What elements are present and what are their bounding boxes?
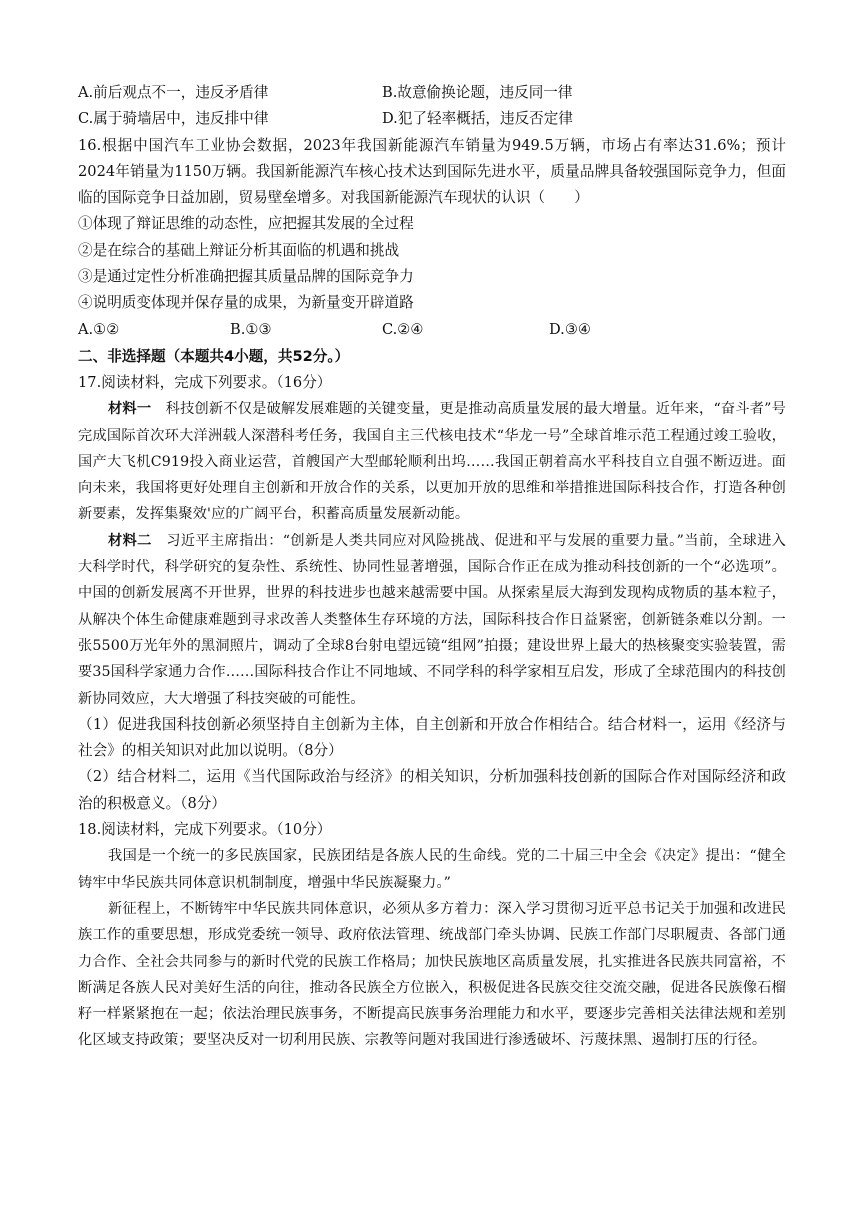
- q16-statement-4: ④说明质变体现并保存量的成果，为新量变开辟道路: [78, 294, 414, 312]
- q16-option-c: C.②④: [382, 320, 424, 338]
- q16-stem: 16.根据中国汽车工业协会数据，2023年我国新能源汽车销量为949.5万辆，市场占有率达31.6%；预计2024年销量为1150万辆。我国新能源汽车核心技术达到国际先进水平，质量品牌具备较强国际竞争力，但面临的国际竞争日益加剧，贸易壁垒增多。对我国新能源汽车现状的认识（ ）: [78, 136, 786, 207]
- q18-paragraph-2: 新征程上，不断铸牢中华民族共同体意识，必须从多方着力：深入学习贯彻习近平总书记关于加强和改进民族工作的重要思想，形成党委统一领导、政府依法管理、统战部门牵头协调、民族工作部门尽职履责、各部门通力合作、全社会共同参与的新时代党的民族工作格局；加快民族地区高质量发展，扎实推进各民族共同富裕，不断满足各族人民对美好生活的向往，推动各民族全方位嵌入，积极促进各民族交往交流交融，促进各民族像石榴籽一样紧紧抱在一起；依法治理民族事务，不断提高民族事务治理能力和水平，要逐步完善相关法律法规和差别化区域支持政策；要坚决反对一切利用民族、宗教等问题对我国进行渗透破坏、污蔑抹黑、遏制打压的行径。: [78, 900, 786, 1049]
- q15-option-a: A.前后观点不一，违反矛盾律: [78, 84, 269, 101]
- q16-statement-3: ③是通过定性分析准确把握其质量品牌的国际竞争力: [78, 268, 414, 286]
- q18-title: 18.阅读材料，完成下列要求。（10分）: [78, 821, 332, 839]
- q15-option-b: B.故意偷换论题，违反同一律: [382, 84, 573, 101]
- q18-paragraph-1: 我国是一个统一的多民族国家，民族团结是各族人民的生命线。党的二十届三中全会《决定》提出：“健全铸牢中华民族共同体意识机制制度，增强中华民族凝聚力。”: [78, 848, 786, 891]
- material-2-label: 材料二: [108, 532, 152, 549]
- q16-options: [78, 317, 786, 343]
- q16-option-b: B.①③: [230, 320, 272, 338]
- q16-option-a: A.①②: [78, 320, 120, 338]
- material-1-text: 科技创新不仅是破解发展难题的关键变量，更是推动高质量发展的最大增量。近年来，“奋斗者”号完成国际首次环大洋洲载人深潜科考任务，我国自主三代核电技术“华龙一号”全球首堆示范工程通过竣工验收，国产大飞机C919投入商业运营，首艘国产大型邮轮顺利出坞……我国正朝着高水平科技自立自强不断迈进。面向未来，我国将更好处理自主创新和开放合作的关系，以更加开放的思维和举措推进国际科技合作，打造各种创新要素，发挥集聚效'应的广阔平台，积蓄高质量发展新动能。: [78, 401, 786, 523]
- material-1-label: 材料一: [108, 401, 152, 418]
- q16-statement-2: ②是在综合的基础上辩证分析其面临的机遇和挑战: [78, 241, 400, 259]
- q17-subquestion-2: （2）结合材料二，运用《当代国际政治与经济》的相关知识，分析加强科技创新的国际合作对国际经济和政治的积极意义。（8分）: [78, 768, 786, 812]
- exam-page: [78, 80, 786, 1054]
- q17-material-1: [78, 396, 786, 527]
- q17-subquestion-1: （1）促进我国科技创新必须坚持自主创新为主体，自主创新和开放合作相结合。结合材料一，运用《经济与社会》的相关知识对此加以说明。（8分）: [78, 715, 786, 760]
- q15-options-row1: [78, 80, 786, 106]
- q16-statement-1: ①体现了辩证思维的动态性，应把握其发展的全过程: [78, 215, 414, 233]
- q16-option-d: D.③④: [549, 320, 591, 338]
- q17-title: 17.阅读材料，完成下列要求。（16分）: [78, 373, 332, 391]
- q17-material-2: [78, 528, 786, 712]
- section-heading: 二、非选择题（本题共4小题，共52分。）: [78, 347, 350, 365]
- material-2-text: 习近平主席指出：“创新是人类共同应对风险挑战、促进和平与发展的重要力量。”当前，全球进入大科学时代，科学研究的复杂性、系统性、协同性显著增强，国际合作正在成为推动科技创新的一个“必选项”。中国的创新发展离不开世界，世界的科技进步也越来越需要中国。从探索星辰大海到发现构成物质的基本粒子，从解决个体生命健康难题到寻求改善人类整体生存环境的方法，国际科技合作日益紧密，创新链条难以分割。一张5500万光年外的黑洞照片，调动了全球8台射电望远镜“组网”拍摄；建设世界上最大的热核聚变实验装置，需要35国科学家通力合作……国际科技合作让不同地域、不同学科的科学家相互启发，形成了全球范围内的科技创新协同效应，大大增强了科技突破的可能性。: [78, 532, 786, 707]
- q15-option-d: D.犯了轻率概括，违反否定律: [382, 110, 573, 128]
- q15-options-row2: [78, 106, 786, 132]
- q15-option-c: C.属于骑墙居中，违反排中律: [78, 110, 269, 128]
